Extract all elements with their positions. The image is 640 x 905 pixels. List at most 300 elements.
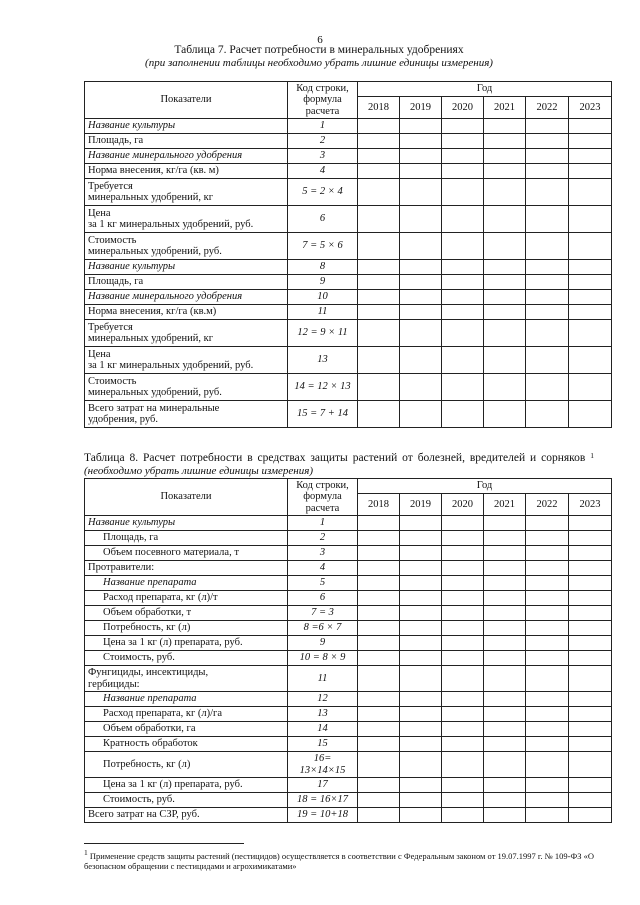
table7-value-cell[interactable]: [526, 290, 569, 305]
table8-value-cell[interactable]: [442, 621, 484, 636]
table7-row: [85, 149, 612, 164]
table8-value-cell[interactable]: [442, 722, 484, 737]
table7-value-cell[interactable]: [569, 374, 612, 401]
table8-value-cell[interactable]: [442, 737, 484, 752]
table7-value-cell[interactable]: [400, 179, 442, 206]
table8-value-cell[interactable]: [526, 752, 569, 778]
table7-value-cell[interactable]: [400, 149, 442, 164]
table8-value-cell[interactable]: [358, 707, 400, 722]
table7-row-label: Площадь, га: [85, 275, 288, 290]
footnote-ref: 1: [590, 451, 595, 460]
table8-value-cell[interactable]: [569, 808, 612, 823]
table8-row-label: Объем обработки, т: [85, 606, 288, 621]
table8-row: [85, 606, 612, 621]
table7-row-label: Площадь, га: [85, 134, 288, 149]
table8-row-label: Расход препарата, кг (л)/га: [85, 707, 288, 722]
table8-value-cell[interactable]: [400, 778, 442, 793]
table7-value-cell[interactable]: [569, 275, 612, 290]
table7-value-cell[interactable]: [400, 401, 442, 428]
table7-value-cell[interactable]: [526, 233, 569, 260]
table8-row-label: Объем посевного материала, т: [85, 546, 288, 561]
table7-value-cell[interactable]: [569, 347, 612, 374]
table8-value-cell[interactable]: [358, 651, 400, 666]
table8-value-cell[interactable]: [569, 531, 612, 546]
table7-row: [85, 233, 612, 260]
table7-row-label: Название культуры: [85, 260, 288, 275]
table8-row-label: Протравители:: [85, 561, 288, 576]
table7-value-cell[interactable]: [442, 320, 484, 347]
table7-value-cell[interactable]: [484, 305, 526, 320]
table7-row: [85, 305, 612, 320]
table7-value-cell[interactable]: [569, 401, 612, 428]
table7-row-label: Требуется минеральных удобрений, кг: [85, 320, 288, 347]
table7-value-cell[interactable]: [442, 119, 484, 134]
table7-value-cell[interactable]: [569, 119, 612, 134]
table8-value-cell[interactable]: [400, 707, 442, 722]
table7-row-label: Цена за 1 кг минеральных удобрений, руб.: [85, 206, 288, 233]
table7-value-cell[interactable]: [484, 134, 526, 149]
table8-value-cell[interactable]: [442, 516, 484, 531]
table7-value-cell[interactable]: [358, 164, 400, 179]
table8-row-code: 6: [288, 591, 358, 606]
table7-value-cell[interactable]: [569, 260, 612, 275]
table8-value-cell[interactable]: [526, 591, 569, 606]
table8-value-cell[interactable]: [484, 707, 526, 722]
table8-value-cell[interactable]: [442, 808, 484, 823]
table7-value-cell[interactable]: [484, 149, 526, 164]
table8-value-cell[interactable]: [569, 737, 612, 752]
table7-value-cell[interactable]: [400, 233, 442, 260]
table7-value-cell[interactable]: [484, 374, 526, 401]
table7-row-label: Название минерального удобрения: [85, 290, 288, 305]
table8-value-cell[interactable]: [484, 606, 526, 621]
table7-row-label: Стоимость минеральных удобрений, руб.: [85, 374, 288, 401]
table8-value-cell[interactable]: [569, 636, 612, 651]
table7-value-cell[interactable]: [484, 260, 526, 275]
table7-value-cell[interactable]: [358, 401, 400, 428]
table8-value-cell[interactable]: [358, 808, 400, 823]
table8-value-cell[interactable]: [400, 636, 442, 651]
table7-value-cell[interactable]: [358, 275, 400, 290]
table7-value-cell[interactable]: [400, 320, 442, 347]
table8-row-code: 3: [288, 546, 358, 561]
table8-value-cell[interactable]: [442, 692, 484, 707]
table8-value-cell[interactable]: [526, 636, 569, 651]
table8-value-cell[interactable]: [442, 591, 484, 606]
table8-value-cell[interactable]: [526, 621, 569, 636]
table8-value-cell[interactable]: [526, 808, 569, 823]
footnote: [84, 848, 595, 871]
table7-value-cell[interactable]: [526, 320, 569, 347]
table8-row: [85, 621, 612, 636]
table8-value-cell[interactable]: [526, 531, 569, 546]
table8-row: [85, 591, 612, 606]
table8-row-code: 12: [288, 692, 358, 707]
table7-value-cell[interactable]: [400, 374, 442, 401]
table8-value-cell[interactable]: [400, 516, 442, 531]
table8-value-cell[interactable]: [569, 793, 612, 808]
table8-value-cell[interactable]: [569, 707, 612, 722]
table8-row: [85, 636, 612, 651]
table7-row-code: 3: [288, 149, 358, 164]
table8-value-cell[interactable]: [400, 591, 442, 606]
table7-value-cell[interactable]: [442, 179, 484, 206]
table7-value-cell[interactable]: [526, 149, 569, 164]
table7-value-cell[interactable]: [442, 233, 484, 260]
table7-row: [85, 134, 612, 149]
table8-value-cell[interactable]: [526, 793, 569, 808]
table7-value-cell[interactable]: [442, 206, 484, 233]
table7-value-cell[interactable]: [569, 179, 612, 206]
table8-row-label: Цена за 1 кг (л) препарата, руб.: [85, 778, 288, 793]
table7-value-cell[interactable]: [526, 275, 569, 290]
table7-value-cell[interactable]: [526, 179, 569, 206]
table8-year-3: 2021: [484, 494, 526, 516]
table8-value-cell[interactable]: [526, 546, 569, 561]
table8-value-cell[interactable]: [358, 793, 400, 808]
table7-row: [85, 347, 612, 374]
table8-value-cell[interactable]: [400, 651, 442, 666]
table8-row: [85, 722, 612, 737]
table7-value-cell[interactable]: [484, 401, 526, 428]
table8-value-cell[interactable]: [526, 666, 569, 692]
table7-value-cell[interactable]: [569, 305, 612, 320]
table8-value-cell[interactable]: [569, 546, 612, 561]
table8-row-label: Стоимость, руб.: [85, 651, 288, 666]
table8-header-year: Год: [358, 479, 612, 494]
table8-value-cell[interactable]: [484, 666, 526, 692]
table7-value-cell[interactable]: [442, 260, 484, 275]
table7-row-label: Всего затрат на минеральные удобрения, руб.: [85, 401, 288, 428]
table8-value-cell[interactable]: [400, 531, 442, 546]
table7-value-cell[interactable]: [484, 233, 526, 260]
table8-value-cell[interactable]: [358, 778, 400, 793]
table7-value-cell[interactable]: [569, 206, 612, 233]
table8-value-cell[interactable]: [484, 722, 526, 737]
table7-row: [85, 374, 612, 401]
table7-year-2: 2020: [442, 97, 484, 119]
table8-row-label: Стоимость, руб.: [85, 793, 288, 808]
table8-row: [85, 752, 612, 778]
table8-value-cell[interactable]: [569, 516, 612, 531]
table8-value-cell[interactable]: [569, 666, 612, 692]
table8-row-label: Объем обработки, га: [85, 722, 288, 737]
table8-row-code: 2: [288, 531, 358, 546]
table7-value-cell[interactable]: [400, 275, 442, 290]
table7-value-cell[interactable]: [526, 206, 569, 233]
table8-value-cell[interactable]: [400, 692, 442, 707]
table7-row-code: 1: [288, 119, 358, 134]
table8-row: [85, 808, 612, 823]
table8-value-cell[interactable]: [484, 778, 526, 793]
table7-value-cell[interactable]: [569, 134, 612, 149]
table8-value-cell[interactable]: [358, 591, 400, 606]
table7-value-cell[interactable]: [442, 347, 484, 374]
table8-value-cell[interactable]: [484, 737, 526, 752]
table8-value-cell[interactable]: [569, 752, 612, 778]
table8-row-code: 8 =6 × 7: [288, 621, 358, 636]
table8-row: [85, 778, 612, 793]
table8-value-cell[interactable]: [400, 666, 442, 692]
table7-value-cell[interactable]: [526, 401, 569, 428]
table8-value-cell[interactable]: [400, 576, 442, 591]
table7-row-code: 9: [288, 275, 358, 290]
table8-value-cell[interactable]: [484, 621, 526, 636]
table8-value-cell[interactable]: [400, 722, 442, 737]
table8-value-cell[interactable]: [358, 722, 400, 737]
table8-value-cell[interactable]: [526, 561, 569, 576]
table7-value-cell[interactable]: [400, 260, 442, 275]
table7-value-cell[interactable]: [442, 290, 484, 305]
table8-value-cell[interactable]: [358, 752, 400, 778]
table7-value-cell[interactable]: [400, 164, 442, 179]
table7-value-cell[interactable]: [526, 134, 569, 149]
table7-row-code: 4: [288, 164, 358, 179]
table7-year-5: 2023: [569, 97, 612, 119]
table7-subtitle: (при заполнении таблицы необходимо убрать лишние единицы измерения): [145, 57, 493, 69]
table7-value-cell[interactable]: [442, 275, 484, 290]
table7-value-cell[interactable]: [526, 347, 569, 374]
table7-value-cell[interactable]: [358, 233, 400, 260]
table8-value-cell[interactable]: [442, 793, 484, 808]
table7-value-cell[interactable]: [484, 347, 526, 374]
table7-row-label: Стоимость минеральных удобрений, руб.: [85, 233, 288, 260]
table8-year-2: 2020: [442, 494, 484, 516]
table8-row-label: Потребность, кг (л): [85, 621, 288, 636]
table7-value-cell[interactable]: [442, 401, 484, 428]
table8-value-cell[interactable]: [569, 576, 612, 591]
table8-value-cell[interactable]: [484, 576, 526, 591]
table7-row-code: 6: [288, 206, 358, 233]
table7-value-cell[interactable]: [358, 320, 400, 347]
table7-value-cell[interactable]: [358, 305, 400, 320]
table7-value-cell[interactable]: [400, 206, 442, 233]
table7-row-code: 8: [288, 260, 358, 275]
table8-row: [85, 692, 612, 707]
table7-row-code: 2: [288, 134, 358, 149]
table8-value-cell[interactable]: [569, 692, 612, 707]
table8-value-cell[interactable]: [400, 621, 442, 636]
table7-value-cell[interactable]: [442, 164, 484, 179]
table8-value-cell[interactable]: [442, 707, 484, 722]
table7-value-cell[interactable]: [400, 290, 442, 305]
table8-value-cell[interactable]: [400, 808, 442, 823]
table7-value-cell[interactable]: [442, 374, 484, 401]
table8-row-label: Площадь, га: [85, 531, 288, 546]
table8-value-cell[interactable]: [400, 793, 442, 808]
table8-value-cell[interactable]: [358, 516, 400, 531]
table7-value-cell[interactable]: [569, 149, 612, 164]
table8-value-cell[interactable]: [358, 606, 400, 621]
table8-value-cell[interactable]: [526, 707, 569, 722]
table7-value-cell[interactable]: [569, 233, 612, 260]
table7-value-cell[interactable]: [358, 149, 400, 164]
table8-value-cell[interactable]: [442, 546, 484, 561]
table8-value-cell[interactable]: [526, 576, 569, 591]
table7-row-code: 13: [288, 347, 358, 374]
table8-value-cell[interactable]: [484, 808, 526, 823]
table8-value-cell[interactable]: [358, 737, 400, 752]
table8-value-cell[interactable]: [569, 606, 612, 621]
table7-value-cell[interactable]: [569, 164, 612, 179]
table7-value-cell[interactable]: [358, 290, 400, 305]
table8-value-cell[interactable]: [442, 606, 484, 621]
table7-value-cell[interactable]: [442, 149, 484, 164]
table7-value-cell[interactable]: [400, 119, 442, 134]
table8-value-cell[interactable]: [484, 546, 526, 561]
table7-value-cell[interactable]: [484, 275, 526, 290]
table7-value-cell[interactable]: [526, 305, 569, 320]
table8-value-cell[interactable]: [442, 561, 484, 576]
table8-value-cell[interactable]: [569, 778, 612, 793]
table7-value-cell[interactable]: [484, 290, 526, 305]
table8-value-cell[interactable]: [569, 591, 612, 606]
table7-value-cell[interactable]: [484, 320, 526, 347]
table8-value-cell[interactable]: [484, 561, 526, 576]
table8-value-cell[interactable]: [358, 576, 400, 591]
table7-value-cell[interactable]: [526, 374, 569, 401]
table8-value-cell[interactable]: [526, 737, 569, 752]
table7-row-label: Норма внесения, кг/га (кв.м): [85, 305, 288, 320]
table7-value-cell[interactable]: [526, 119, 569, 134]
table8-value-cell[interactable]: [442, 778, 484, 793]
table7-header-indicator: Показатели: [85, 82, 288, 119]
table8-row-code: 4: [288, 561, 358, 576]
table8-row: [85, 793, 612, 808]
table7-value-cell[interactable]: [484, 179, 526, 206]
table7-value-cell[interactable]: [358, 119, 400, 134]
table8-value-cell[interactable]: [442, 666, 484, 692]
table7-year-3: 2021: [484, 97, 526, 119]
table7-value-cell[interactable]: [484, 164, 526, 179]
table7-row-label: Требуется минеральных удобрений, кг: [85, 179, 288, 206]
table8-title: Таблица 8. Расчет потребности в средствах защиты растений от болезней, вредителей и сорняков: [84, 452, 586, 464]
table7-row: [85, 320, 612, 347]
table8-row-code: 1: [288, 516, 358, 531]
table7-value-cell[interactable]: [569, 290, 612, 305]
table8-value-cell[interactable]: [484, 516, 526, 531]
table7-value-cell[interactable]: [358, 206, 400, 233]
table8-row-code: 10 = 8 × 9: [288, 651, 358, 666]
table8-value-cell[interactable]: [526, 778, 569, 793]
table8-value-cell[interactable]: [526, 651, 569, 666]
table7-value-cell[interactable]: [358, 134, 400, 149]
table8-value-cell[interactable]: [484, 651, 526, 666]
table7-mineral-fertilizers: [84, 81, 612, 428]
table8-value-cell[interactable]: [442, 531, 484, 546]
table8-value-cell[interactable]: [569, 561, 612, 576]
table7-title: Таблица 7. Расчет потребности в минеральных удобрениях: [174, 44, 464, 56]
table7-value-cell[interactable]: [526, 260, 569, 275]
table8-row-label: Расход препарата, кг (л)/т: [85, 591, 288, 606]
table7-value-cell[interactable]: [400, 134, 442, 149]
table7-value-cell[interactable]: [484, 206, 526, 233]
table8-row-code: 5: [288, 576, 358, 591]
table7-row: [85, 164, 612, 179]
table7-header-code: Код строки, формула расчета: [288, 82, 358, 119]
table7-row-label: Название минерального удобрения: [85, 149, 288, 164]
table8-value-cell[interactable]: [526, 722, 569, 737]
table8-value-cell[interactable]: [484, 752, 526, 778]
table7-value-cell[interactable]: [358, 179, 400, 206]
table8-value-cell[interactable]: [569, 621, 612, 636]
table8-value-cell[interactable]: [358, 531, 400, 546]
table8-value-cell[interactable]: [400, 737, 442, 752]
table7-value-cell[interactable]: [442, 134, 484, 149]
table7-value-cell[interactable]: [484, 119, 526, 134]
table8-value-cell[interactable]: [569, 651, 612, 666]
table8-value-cell[interactable]: [400, 561, 442, 576]
table8-value-cell[interactable]: [484, 531, 526, 546]
table8-value-cell[interactable]: [358, 621, 400, 636]
table8-row-label: Всего затрат на СЗР, руб.: [85, 808, 288, 823]
table7-row: [85, 206, 612, 233]
table8-value-cell[interactable]: [358, 692, 400, 707]
table7-value-cell[interactable]: [400, 347, 442, 374]
table8-row-label: Потребность, кг (л): [85, 752, 288, 778]
table8-value-cell[interactable]: [358, 666, 400, 692]
table8-value-cell[interactable]: [526, 516, 569, 531]
table8-row-code: 17: [288, 778, 358, 793]
table7-value-cell[interactable]: [442, 305, 484, 320]
table8-value-cell[interactable]: [442, 651, 484, 666]
table8-row-code: 7 = 3: [288, 606, 358, 621]
table7-row: [85, 119, 612, 134]
table8-row-label: Фунгициды, инсектициды, гербициды:: [85, 666, 288, 692]
table8-value-cell[interactable]: [400, 606, 442, 621]
table8-value-cell[interactable]: [442, 576, 484, 591]
table8-row-code: 11: [288, 666, 358, 692]
table8-value-cell[interactable]: [484, 793, 526, 808]
table7-row-code: 15 = 7 + 14: [288, 401, 358, 428]
table8-value-cell[interactable]: [484, 692, 526, 707]
table8-row-code: 18 = 16×17: [288, 793, 358, 808]
table7-row: [85, 275, 612, 290]
table8-value-cell[interactable]: [358, 561, 400, 576]
table7-value-cell[interactable]: [358, 374, 400, 401]
table8-row: [85, 561, 612, 576]
table8-row: [85, 707, 612, 722]
table8-value-cell[interactable]: [400, 546, 442, 561]
table7-value-cell[interactable]: [400, 305, 442, 320]
table7-row: [85, 260, 612, 275]
table7-value-cell[interactable]: [358, 260, 400, 275]
table8-row-code: 15: [288, 737, 358, 752]
table7-row-code: 5 = 2 × 4: [288, 179, 358, 206]
table8-year-1: 2019: [400, 494, 442, 516]
table8-value-cell[interactable]: [569, 722, 612, 737]
table8-value-cell[interactable]: [358, 636, 400, 651]
table7-value-cell[interactable]: [358, 347, 400, 374]
table8-value-cell[interactable]: [400, 752, 442, 778]
table8-row-code: 14: [288, 722, 358, 737]
table7-value-cell[interactable]: [569, 320, 612, 347]
table8-value-cell[interactable]: [484, 636, 526, 651]
table8-value-cell[interactable]: [526, 692, 569, 707]
table8-value-cell[interactable]: [484, 591, 526, 606]
table7-caption: [84, 44, 554, 70]
table8-caption: [84, 452, 594, 478]
table8-value-cell[interactable]: [442, 752, 484, 778]
table8-value-cell[interactable]: [358, 546, 400, 561]
table8-value-cell[interactable]: [442, 636, 484, 651]
table7-header-year: Год: [358, 82, 612, 97]
table8-row: [85, 546, 612, 561]
table8-row: [85, 651, 612, 666]
table7-value-cell[interactable]: [526, 164, 569, 179]
table8-value-cell[interactable]: [526, 606, 569, 621]
table8-row: [85, 576, 612, 591]
